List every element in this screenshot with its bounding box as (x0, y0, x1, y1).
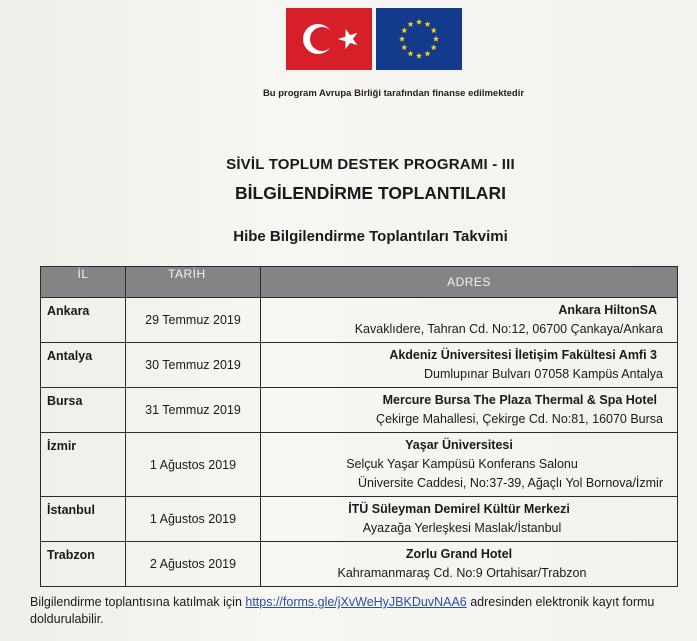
row-address (261, 542, 678, 587)
row-date: 29 Temmuz 2019 (126, 298, 261, 343)
row-venue: Ankara HiltonSA (558, 303, 657, 317)
row-date: 1 Ağustos 2019 (126, 433, 261, 497)
table-row (41, 497, 678, 542)
footer-text-after: adresinden elektronik kayıt formu doldurulabilir. (30, 595, 655, 626)
footer-text-before: Bilgilendirme toplantısına katılmak için (30, 595, 246, 609)
row-address-line: Ayazağa Yerleşkesi Maslak/İstanbul (362, 521, 562, 535)
row-date: 31 Temmuz 2019 (126, 388, 261, 433)
row-city: Antalya (41, 343, 126, 388)
table-row (41, 542, 678, 587)
program-title: SİVİL TOPLUM DESTEK PROGRAMI - III (226, 156, 515, 173)
row-city: İzmir (41, 433, 126, 497)
table-row (41, 343, 678, 388)
row-address-line: Çekirge Mahallesi, Çekirge Cd. No:81, 16070 Bursa (376, 412, 663, 426)
row-address (261, 388, 678, 433)
row-venue: Mercure Bursa The Plaza Thermal & Spa Hotel (382, 393, 657, 407)
row-city: İstanbul (41, 497, 126, 542)
row-date: 2 Ağustos 2019 (126, 542, 261, 587)
turkey-flag-icon (286, 8, 372, 70)
schedule-subtitle: Hibe Bilgilendirme Toplantıları Takvimi (233, 228, 508, 245)
row-address (261, 433, 678, 497)
row-address (261, 497, 678, 542)
footer-note (30, 594, 670, 628)
row-address-line: Selçuk Yaşar Kampüsü Konferans Salonu (346, 457, 578, 471)
row-address (261, 298, 678, 343)
row-date: 30 Temmuz 2019 (126, 343, 261, 388)
row-city: Trabzon (41, 542, 126, 587)
row-venue: İTÜ Süleyman Demirel Kültür Merkezi (348, 502, 570, 516)
table-header-row (41, 267, 678, 298)
table-row (41, 388, 678, 433)
row-venue: Zorlu Grand Hotel (405, 547, 513, 561)
header-il: İL (41, 267, 126, 298)
row-address (261, 343, 678, 388)
row-address-line: Kavaklıdere, Tahran Cd. No:12, 06700 Çankaya/Ankara (354, 322, 663, 336)
row-address-line: Dumlupınar Bulvarı 07058 Kampüs Antalya (423, 367, 663, 381)
row-venue: Yaşar Üniversitesi (405, 438, 513, 452)
funding-note: Bu program Avrupa Birliği tarafından finanse edilmektedir (262, 88, 525, 99)
row-address-line: Kahramanmaraş Cd. No:9 Ortahisar/Trabzon (337, 566, 587, 580)
row-address-line: Üniversite Caddesi, No:37-39, Ağaçlı Yol Bornova/İzmir (357, 476, 663, 490)
header-tarih: TARİH (126, 267, 261, 298)
eu-flag-icon (376, 8, 462, 70)
row-venue: Akdeniz Üniversitesi İletişim Fakültesi Amfi 3 (389, 348, 657, 362)
main-title: BİLGİLENDİRME TOPLANTILARI (235, 183, 506, 203)
table-row (41, 433, 678, 497)
flags-logo (286, 8, 464, 78)
header-adres: ADRES (261, 267, 678, 298)
schedule-table (40, 266, 678, 587)
table-row (41, 298, 678, 343)
row-date: 1 Ağustos 2019 (126, 497, 261, 542)
registration-link[interactable]: https://forms.gle/jXvWeHyJBKDuvNAA6 (245, 595, 467, 609)
row-city: Bursa (41, 388, 126, 433)
row-city: Ankara (41, 298, 126, 343)
